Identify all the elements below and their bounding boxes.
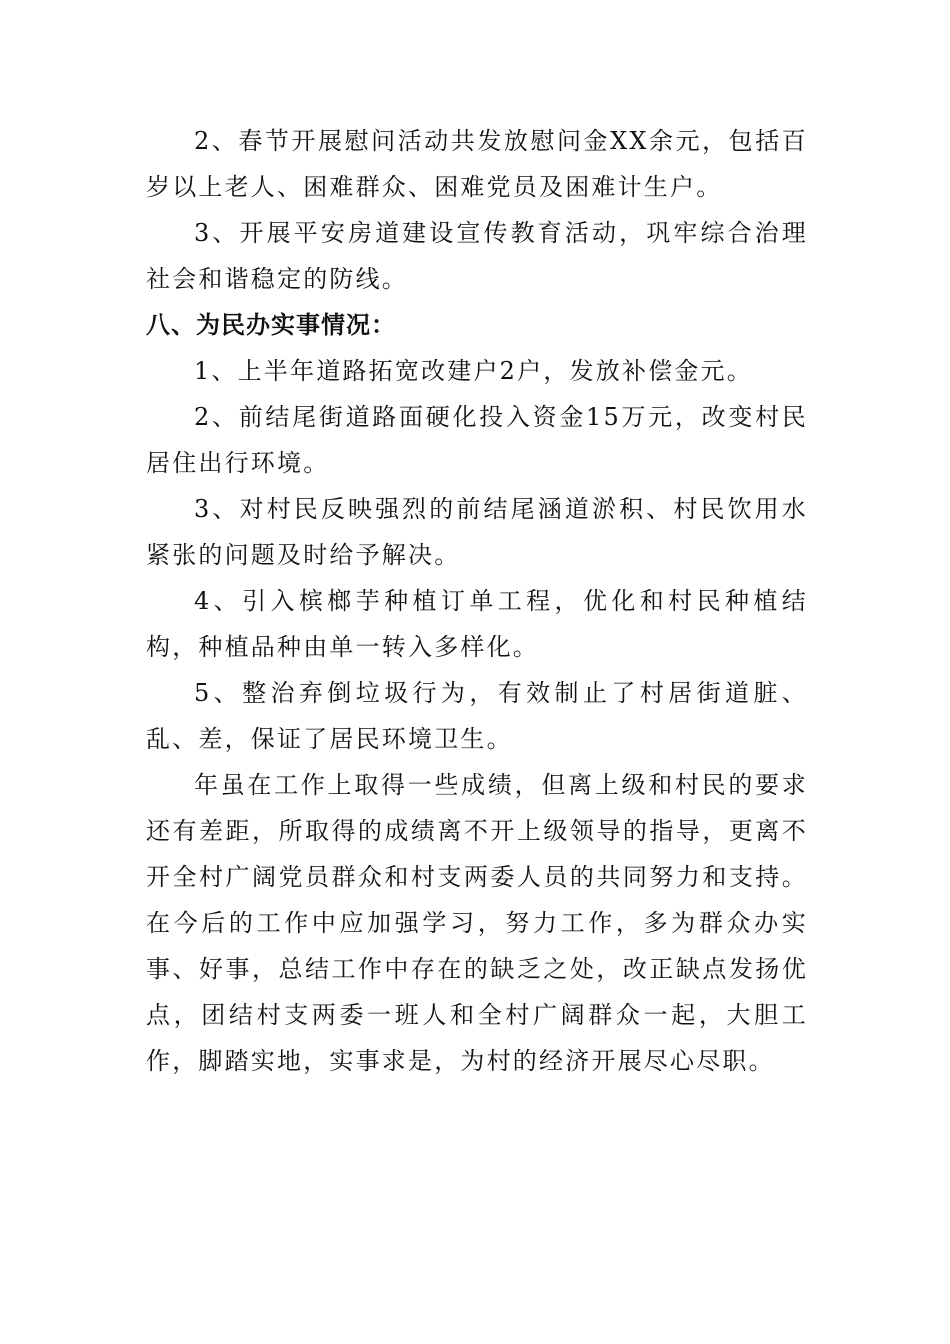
list-item: 1、上半年道路拓宽改建户2户，发放补偿金元。 [194,357,753,385]
paragraph-condolence-activity: 2、春节开展慰问活动共发放慰问金XX余元，包括百岁以上老人、困难群众、困难党员及困难计生户。 [146,127,808,201]
list-item: 5、整治弃倒垃圾行为，有效制止了村居街道脏、乱、差，保证了居民环境卫生。 [146,679,808,753]
list-item: 3、对村民反映强烈的前结尾涵道淤积、村民饮用水紧张的问题及时给予解决。 [146,495,808,569]
paragraph-safety-campaign: 3、开展平安房道建设宣传教育活动，巩牢综合治理社会和谐稳定的防线。 [146,219,808,293]
list-item: 4、引入槟榔芋种植订单工程，优化和村民种植结构，种植品种由单一转入多样化。 [146,587,808,661]
section-heading: 八、为民办实事情况： [146,311,396,339]
document-body [146,118,808,1084]
closing-paragraph: 年虽在工作上取得一些成绩，但离上级和村民的要求还有差距，所取得的成绩离不开上级领导的指导，更离不开全村广阔党员群众和村支两委人员的共同努力和支持。在今后的工作中应加强学习，努力工作，多为群众办实事、好事，总结工作中存在的缺乏之处，改正缺点发扬优点，团结村支两委一班人和全村广阔群众一起，大胆工作，脚踏实地，实事求是，为村的经济开展尽心尽职。 [146,771,808,1075]
list-item: 2、前结尾街道路面硬化投入资金15万元，改变村民居住出行环境。 [146,403,808,477]
